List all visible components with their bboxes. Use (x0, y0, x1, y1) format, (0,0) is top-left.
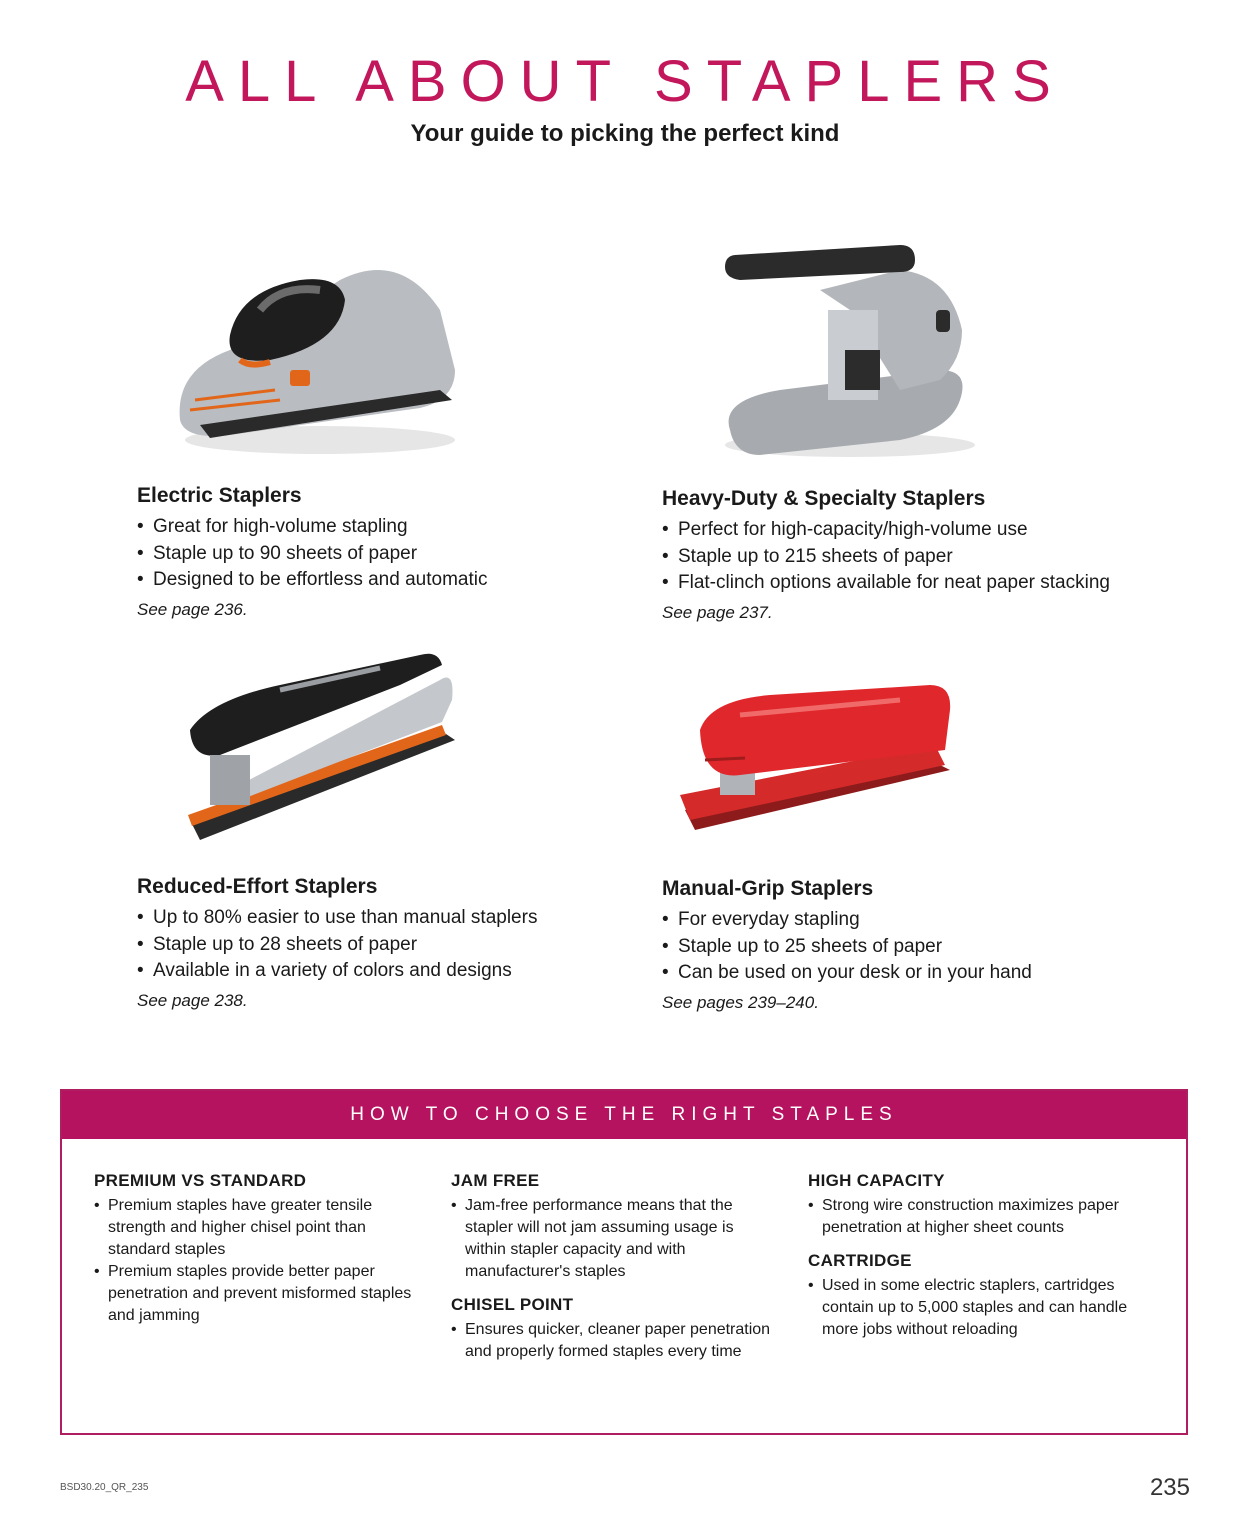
section-heading: PREMIUM VS STANDARD (94, 1171, 307, 1190)
column-high-capacity (808, 1171, 1158, 1353)
category-bullet: • Designed to be effortless and automatic (137, 567, 657, 594)
page-reference: See pages 239–240. (662, 992, 819, 1012)
category-heading: Electric Staplers (137, 484, 302, 507)
section-bullet: • Strong wire construction maximizes paper penetration at higher sheet counts (808, 1195, 1158, 1239)
category-heading: Manual-Grip Staplers (662, 877, 874, 900)
section-bullet: • Jam-free performance means that the stapler will not jam assuming usage is within stapler capacity and with manufacturer's staples (451, 1195, 771, 1283)
category-bullet: • Staple up to 25 sheets of paper (662, 934, 1182, 961)
page-subtitle: Your guide to picking the perfect kind (410, 120, 840, 147)
column-jam-free (451, 1171, 771, 1375)
section-bullet: • Premium staples provide better paper penetration and prevent misformed staples and jamming (94, 1261, 424, 1327)
category-bullet: • Staple up to 90 sheets of paper (137, 541, 657, 568)
section-bullet: • Premium staples have greater tensile strength and higher chisel point than standard staples (94, 1195, 424, 1261)
category-bullet: • Can be used on your desk or in your hand (662, 960, 1182, 987)
category-manual-grip (662, 877, 1182, 1013)
column-premium (94, 1171, 424, 1339)
category-bullet: • Great for high-volume stapling (137, 514, 657, 541)
category-heavy-duty (662, 487, 1182, 623)
section-heading: CARTRIDGE (808, 1251, 912, 1270)
page-title: ALL ABOUT STAPLERS (185, 49, 1065, 114)
category-bullet: • Up to 80% easier to use than manual staplers (137, 905, 657, 932)
category-heading: Reduced-Effort Staplers (137, 875, 378, 898)
category-reduced-effort (137, 875, 657, 1011)
category-bullet: • For everyday stapling (662, 907, 1182, 934)
reduced-effort-stapler-image (180, 640, 470, 860)
category-bullet: • Staple up to 215 sheets of paper (662, 544, 1182, 571)
catalog-code: BSD30.20_QR_235 (60, 1482, 149, 1493)
category-heading: Heavy-Duty & Specialty Staplers (662, 487, 986, 510)
category-electric (137, 484, 657, 620)
category-bullet: • Staple up to 28 sheets of paper (137, 932, 657, 959)
category-bullet: • Available in a variety of colors and designs (137, 958, 657, 985)
electric-stapler-image (170, 250, 460, 460)
category-bullet: • Flat-clinch options available for neat paper stacking (662, 570, 1182, 597)
section-heading: HIGH CAPACITY (808, 1171, 945, 1190)
page-reference: See page 238. (137, 990, 248, 1010)
section-heading: JAM FREE (451, 1171, 540, 1190)
staples-guide-box (60, 1089, 1188, 1435)
section-heading: CHISEL POINT (451, 1295, 574, 1314)
page-reference: See page 237. (662, 602, 773, 622)
section-bullet: • Used in some electric staplers, cartridges contain up to 5,000 staples and can handle more jobs without reloading (808, 1275, 1158, 1341)
staples-guide-heading: HOW TO CHOOSE THE RIGHT STAPLES (62, 1091, 1186, 1139)
manual-grip-stapler-image (680, 670, 960, 850)
category-bullet: • Perfect for high-capacity/high-volume use (662, 517, 1182, 544)
heavy-duty-stapler-image (700, 230, 980, 470)
page-number: 235 (1149, 1474, 1190, 1501)
page-reference: See page 236. (137, 599, 248, 619)
section-bullet: • Ensures quicker, cleaner paper penetration and properly formed staples every time (451, 1319, 771, 1363)
